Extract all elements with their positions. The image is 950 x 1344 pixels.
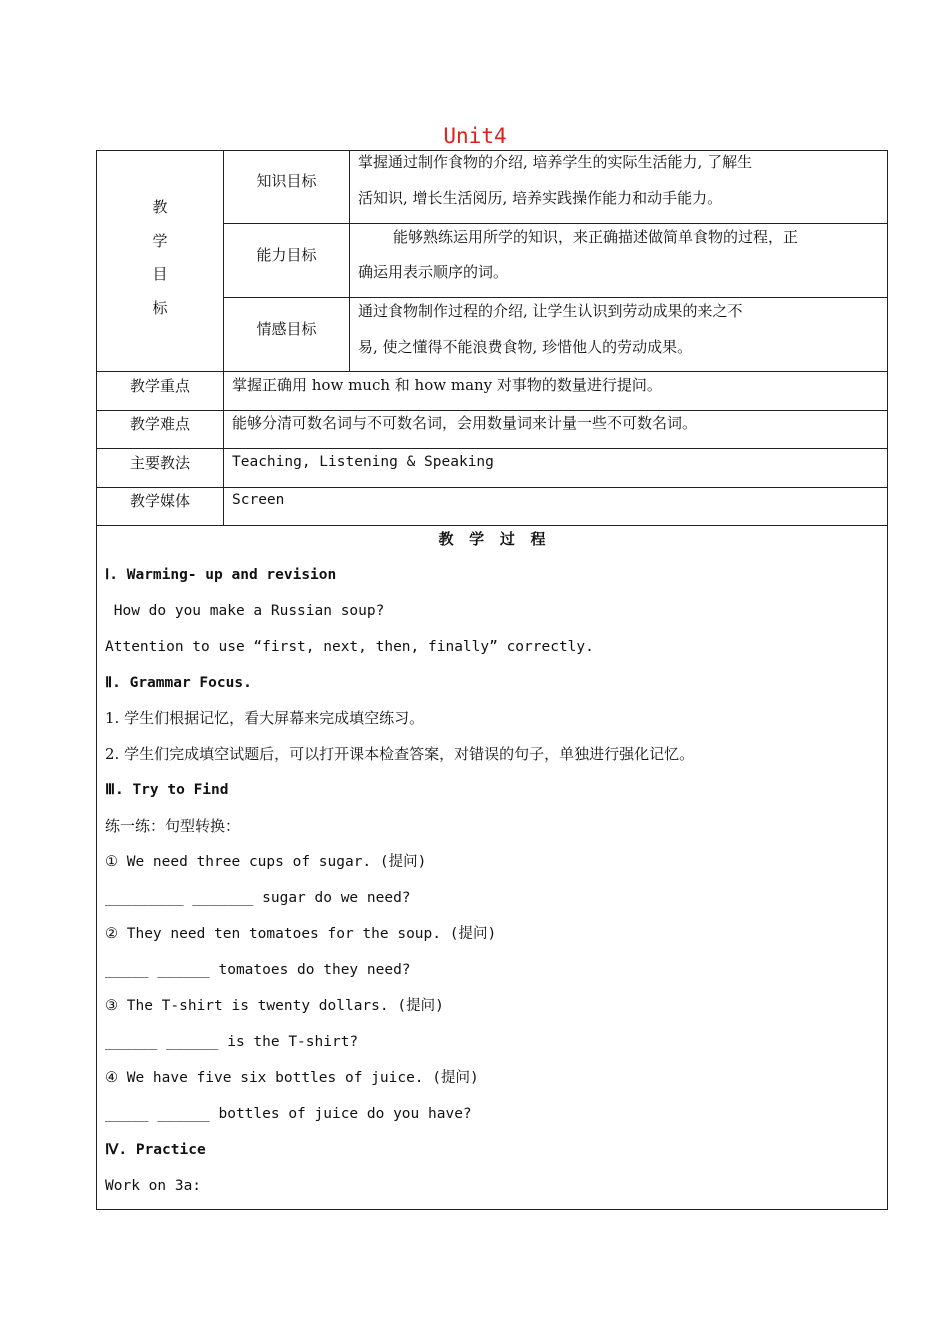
exercise-answer-line: ______ ______ is the T-shirt? — [105, 1034, 359, 1050]
exercise-answer-line: _____ ______ bottles of juice do you have? — [105, 1106, 472, 1122]
exercise-answer-line: _________ _______ sugar do we need? — [105, 890, 411, 906]
table-divider — [223, 223, 888, 224]
exercise-question: ③ The T-shirt is twenty dollars. (提问) — [105, 998, 444, 1014]
process-line: 1. 学生们根据记忆，看大屏幕来完成填空练习。 — [105, 709, 425, 727]
exercise-question: ② They need ten tomatoes for the soup. (提问) — [105, 926, 497, 942]
objective-text-ability: 能够熟练运用所学的知识，来正确描述做简单食物的过程，正 — [393, 228, 799, 246]
objectives-header-char: 学 — [152, 232, 168, 250]
info-label-media: 教学媒体 — [129, 492, 190, 510]
section-heading: Ⅲ. Try to Find — [105, 782, 229, 798]
objective-label-emotion: 情感目标 — [256, 320, 317, 338]
info-label-difficulty: 教学难点 — [129, 415, 190, 433]
objective-label-knowledge: 知识目标 — [256, 172, 317, 190]
page-title: Unit4 — [443, 124, 507, 148]
objectives-header-char: 目 — [152, 265, 168, 283]
exercise-question: ④ We have five six bottles of juice. (提问) — [105, 1070, 479, 1086]
process-line: Attention to use “first, next, then, finally” correctly. — [105, 639, 594, 655]
section-heading: Ⅱ. Grammar Focus. — [105, 675, 252, 691]
objective-text-emotion: 易, 使之懂得不能浪费食物, 珍惜他人的劳动成果。 — [358, 338, 693, 356]
exercise-question: ① We need three cups of sugar. (提问) — [105, 854, 427, 870]
objective-text-knowledge: 掌握通过制作食物的介绍, 培养学生的实际生活能力, 了解生 — [358, 153, 753, 171]
info-label-key-point: 教学重点 — [129, 377, 190, 395]
table-divider — [96, 371, 888, 372]
objective-text-emotion: 通过食物制作过程的介绍, 让学生认识到劳动成果的来之不 — [358, 302, 743, 320]
objective-text-knowledge: 活知识, 增长生活阅历, 培养实践操作能力和动手能力。 — [358, 189, 723, 207]
table-divider — [96, 487, 888, 488]
section-heading: Ⅳ. Practice — [105, 1142, 206, 1158]
table-divider — [96, 525, 888, 526]
info-value-difficulty: 能够分清可数名词与不可数名词，会用数量词来计量一些不可数名词。 — [232, 414, 698, 432]
table-divider — [349, 150, 350, 371]
process-heading: 教 学 过 程 — [438, 530, 546, 548]
table-divider — [223, 297, 888, 298]
table-divider — [96, 410, 888, 411]
exercise-answer-line: _____ ______ tomatoes do they need? — [105, 962, 411, 978]
info-value-method: Teaching, Listening & Speaking — [232, 454, 494, 470]
process-line: 练一练：句型转换： — [105, 817, 241, 835]
objectives-header-char: 标 — [152, 299, 168, 317]
info-value-key-point: 掌握正确用 how much 和 how many 对事物的数量进行提问。 — [232, 376, 662, 394]
process-line: How do you make a Russian soup? — [105, 603, 385, 619]
table-divider — [96, 448, 888, 449]
objective-text-ability: 确运用表示顺序的词。 — [358, 263, 509, 281]
objectives-header-char: 教 — [152, 198, 168, 216]
section-heading: Ⅰ. Warming- up and revision — [105, 567, 337, 583]
process-line: 2. 学生们完成填空试题后，可以打开课本检查答案，对错误的句子，单独进行强化记忆。 — [105, 745, 695, 763]
objective-label-ability: 能力目标 — [256, 246, 317, 264]
info-label-method: 主要教法 — [129, 454, 190, 472]
process-line: Work on 3a: — [105, 1178, 202, 1194]
info-value-media: Screen — [232, 492, 285, 508]
